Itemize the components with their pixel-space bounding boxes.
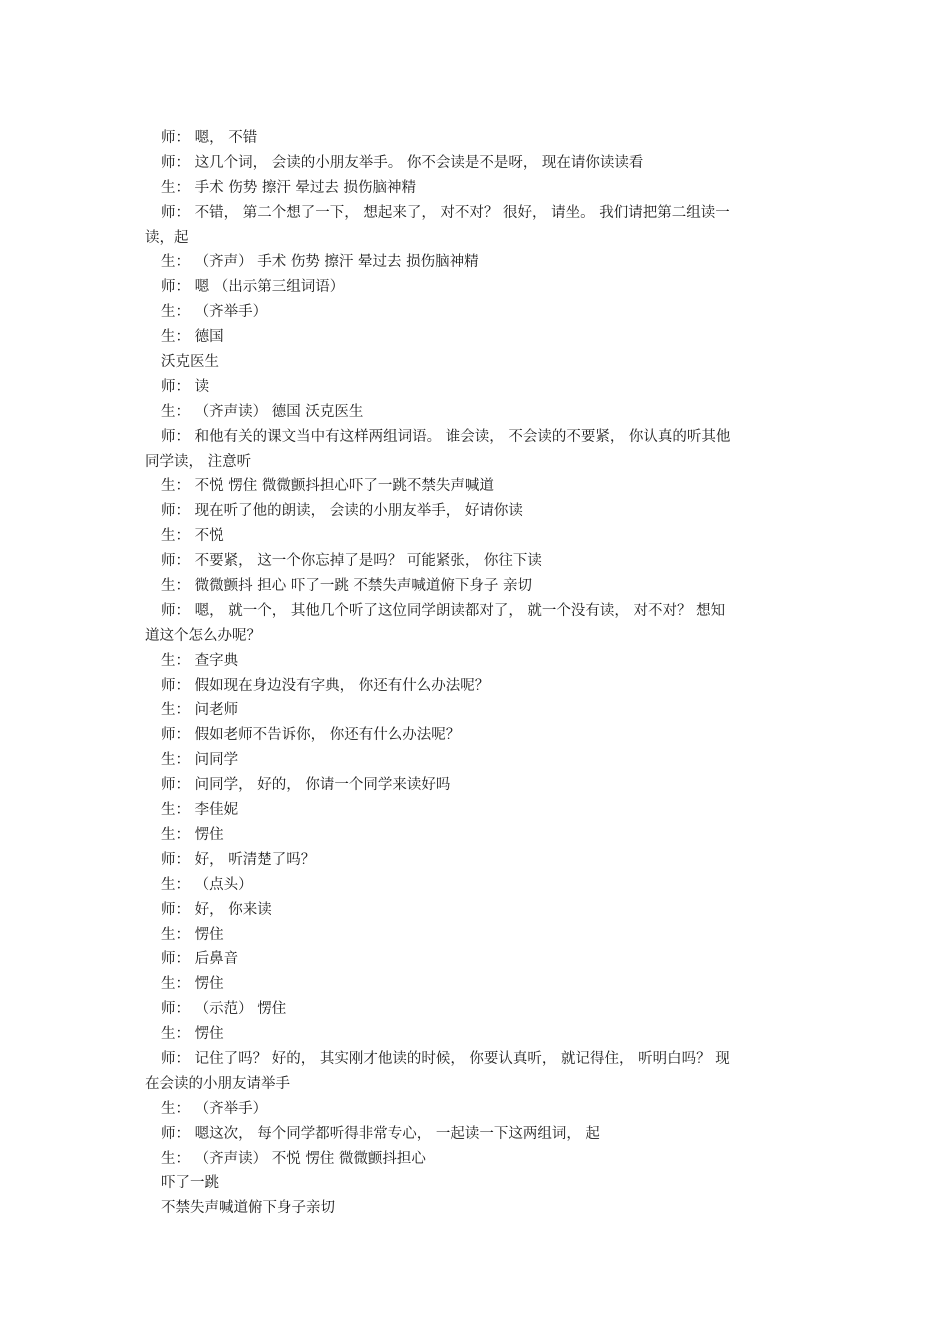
transcript-line: 读，起 — [145, 229, 189, 246]
transcript-line: 同学读， 注意听 — [145, 453, 252, 470]
transcript-line: 生： 德国 — [161, 329, 224, 346]
transcript-line: 师： 这几个词， 会读的小朋友举手。 你不会读是不是呀， 现在请你读读看 — [161, 154, 644, 171]
transcript-line: 师： 嗯 （出示第三组词语） — [161, 279, 345, 296]
transcript-line: 生： （齐举手） — [161, 1100, 268, 1117]
transcript-line: 生： （齐声读） 不悦 愣住 微微颤抖担心 — [161, 1150, 426, 1167]
transcript-body — [145, 126, 810, 1221]
transcript-line: 师： 不错， 第二个想了一下， 想起来了， 对不对？ 很好， 请坐。 我们请把第二组读一 — [161, 204, 730, 221]
transcript-line: 生： 愣住 — [161, 976, 224, 993]
transcript-line: 师： 现在听了他的朗读， 会读的小朋友举手， 好请你读 — [161, 503, 523, 520]
transcript-line: 生： 查字典 — [161, 652, 239, 669]
transcript-line: 师： 后鼻音 — [161, 951, 239, 968]
transcript-line: 师： 嗯， 不错 — [161, 130, 258, 146]
transcript-line: 不禁失声喊道俯下身子亲切 — [161, 1200, 335, 1217]
transcript-line: 师： 假如现在身边没有字典， 你还有什么办法呢？ — [161, 677, 490, 694]
transcript-line: 生： 问同学 — [161, 752, 239, 769]
transcript-line: 师： 假如老师不告诉你， 你还有什么办法呢？ — [161, 727, 461, 744]
transcript-line: 在会读的小朋友请举手 — [145, 1075, 290, 1092]
transcript-line: 师： 不要紧， 这一个你忘掉了是吗？ 可能紧张， 你往下读 — [161, 553, 542, 570]
transcript-line: 生： （齐声） 手术 伤势 擦汗 晕过去 损伤脑神精 — [161, 254, 479, 271]
transcript-line: 吓了一跳 — [161, 1175, 219, 1192]
transcript-line: 沃克医生 — [161, 354, 219, 371]
transcript-line: 师： 嗯， 就一个， 其他几个听了这位同学朗读都对了， 就一个没有读， 对不对？ 想知 — [161, 602, 726, 619]
transcript-line: 生： （齐举手） — [161, 304, 268, 321]
transcript-line: 师： 问同学， 好的， 你请一个同学来读好吗 — [161, 777, 451, 794]
transcript-line: 生： 李佳妮 — [161, 802, 239, 819]
transcript-line: 师： 读 — [161, 378, 210, 395]
transcript-line: 道这个怎么办呢？ — [145, 627, 261, 644]
transcript-line: 生： 不悦 — [161, 528, 224, 545]
transcript-line: 生： 不悦 愣住 微微颤抖担心吓了一跳不禁失声喊道 — [161, 478, 494, 495]
transcript-line: 师： 好， 你来读 — [161, 901, 272, 918]
transcript-line: 生： 愣住 — [161, 926, 224, 943]
transcript-line: 生： （齐声读） 德国 沃克医生 — [161, 403, 364, 420]
transcript-line: 生： 手术 伤势 擦汗 晕过去 损伤脑神精 — [161, 179, 417, 196]
transcript-line: 师： 记住了吗？ 好的， 其实刚才他读的时候， 你要认真听， 就记得住， 听明白吗？ 现 — [161, 1050, 730, 1067]
transcript-line: 生： 愣住 — [161, 1026, 224, 1043]
transcript-line: 生： 愣住 — [161, 826, 224, 843]
transcript-line: 师： （示范） 愣住 — [161, 1001, 287, 1018]
transcript-line: 生： 问老师 — [161, 702, 239, 719]
transcript-line: 师： 好， 听清楚了吗？ — [161, 851, 316, 868]
transcript-line: 生： 微微颤抖 担心 吓了一跳 不禁失声喊道俯下身子 亲切 — [161, 578, 533, 595]
transcript-line: 师： 和他有关的课文当中有这样两组词语。 谁会读， 不会读的不要紧， 你认真的听其他 — [161, 428, 731, 445]
transcript-line: 生： （点头） — [161, 876, 253, 893]
transcript-line: 师： 嗯这次， 每个同学都听得非常专心， 一起读一下这两组词， 起 — [161, 1125, 600, 1142]
